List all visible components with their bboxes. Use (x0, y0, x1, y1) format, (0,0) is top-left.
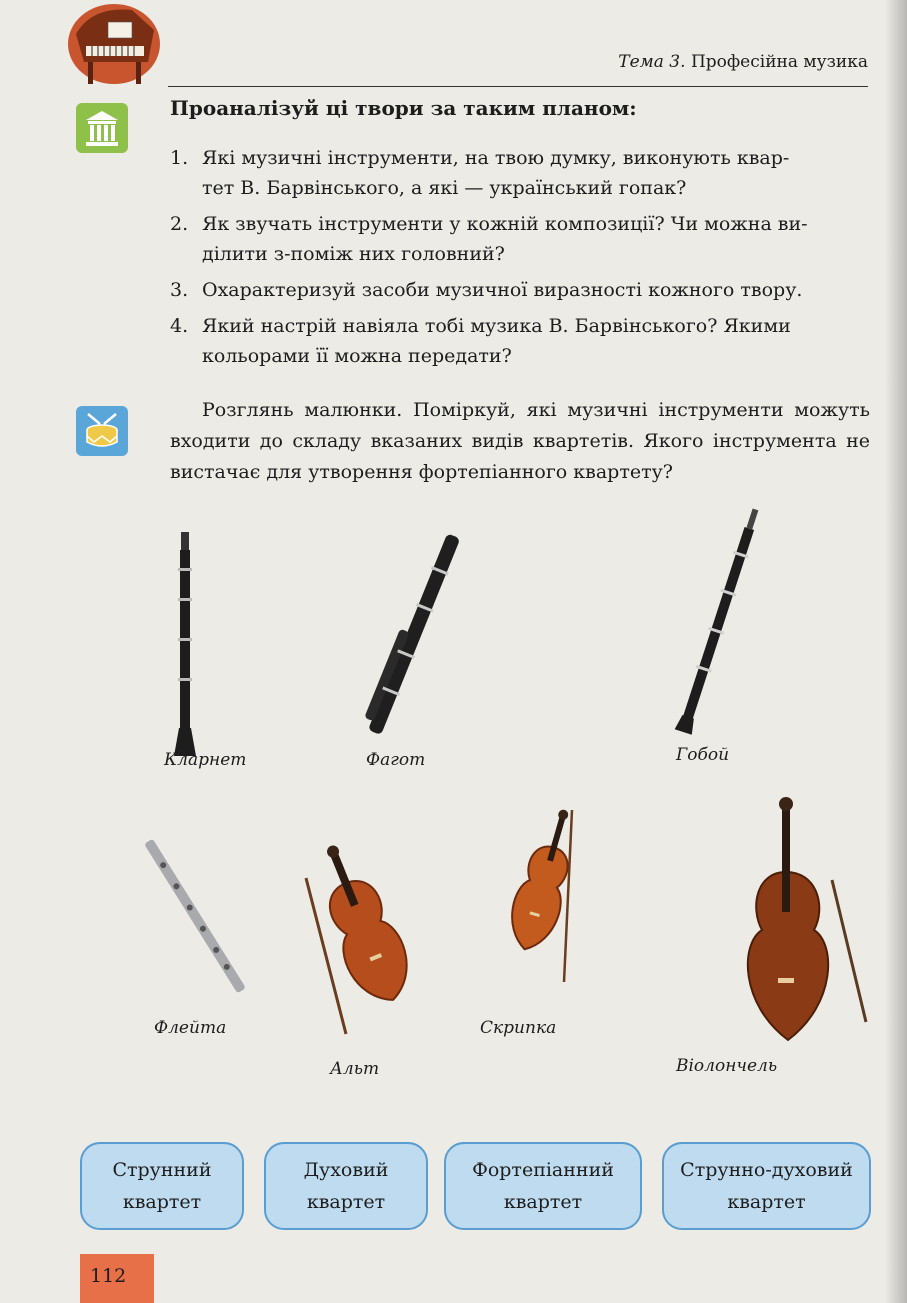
piano-quartet-button[interactable] (444, 1142, 642, 1230)
question-list (170, 143, 870, 377)
wind-quartet-button[interactable] (264, 1142, 428, 1230)
theme-title: Професійна музика (690, 52, 868, 72)
page-number: 112 (90, 1265, 127, 1287)
violin-caption: Скрипка (480, 1018, 557, 1038)
question-number: 3. (170, 279, 189, 301)
choice-label-line: квартет (503, 1191, 583, 1213)
question-item (170, 143, 870, 203)
question-item (170, 311, 870, 371)
clarinet-image (168, 528, 202, 764)
clarinet-caption: Кларнет (164, 750, 247, 770)
question-line: Як звучать інструменти у кожній композиції? Чи можна ви- (202, 213, 808, 235)
question-line: тет В. Барвінського, а які — український гопак? (202, 177, 687, 199)
question-line: ділити з-поміж них головний? (202, 243, 505, 265)
flute-image (140, 826, 250, 1006)
drum-icon (76, 406, 128, 456)
question-item (170, 275, 870, 305)
choice-label-line: квартет (306, 1191, 386, 1213)
oboe-image (660, 500, 780, 745)
question-number: 1. (170, 147, 189, 169)
choice-label-line: Фортепіанний (472, 1159, 614, 1181)
bassoon-caption: Фагот (366, 750, 426, 770)
running-head (560, 52, 868, 72)
question-item (170, 209, 870, 269)
viola-image (296, 838, 436, 1038)
choice-label-line: Струнно-духовий (680, 1159, 853, 1181)
task-title: Проаналізуй ці твори за таким планом: (170, 96, 637, 120)
cello-image (728, 796, 876, 1050)
choice-label-line: Струнний (112, 1159, 212, 1181)
choice-label-line: квартет (122, 1191, 202, 1213)
museum-icon (76, 103, 128, 153)
question-number: 2. (170, 213, 189, 235)
task-instruction: Розглянь малюнки. Поміркуй, які музичні інструменти можуть входити до складу вказаних видів квартетів. Якого інструмента не вистачає для утворення фортепіанного квартету? (170, 399, 870, 483)
violin-image (494, 806, 590, 986)
flute-caption: Флейта (154, 1018, 227, 1038)
bassoon-image (338, 524, 488, 750)
string-quartet-button[interactable] (80, 1142, 244, 1230)
oboe-caption: Гобой (676, 745, 730, 765)
page-edge-shadow (885, 0, 907, 1303)
theme-label: Тема 3. (618, 52, 686, 72)
question-line: Який настрій навіяла тобі музика В. Барвінського? Якими (202, 315, 791, 337)
viola-caption: Альт (330, 1059, 380, 1079)
choice-label-line: квартет (727, 1191, 806, 1213)
question-number: 4. (170, 315, 189, 337)
question-line: Які музичні інструменти, на твою думку, виконують квар- (202, 147, 790, 169)
choice-label-line: Духовий (303, 1159, 389, 1181)
cello-caption: Віолончель (676, 1056, 778, 1076)
question-line: Охарактеризуй засоби музичної виразності кожного твору. (202, 279, 803, 301)
piano-illustration-icon (62, 0, 166, 92)
quartet-choices (78, 1138, 873, 1236)
header-rule (168, 86, 868, 87)
string-wind-quartet-button[interactable] (662, 1142, 871, 1230)
question-line: кольорами її можна передати? (202, 345, 512, 367)
